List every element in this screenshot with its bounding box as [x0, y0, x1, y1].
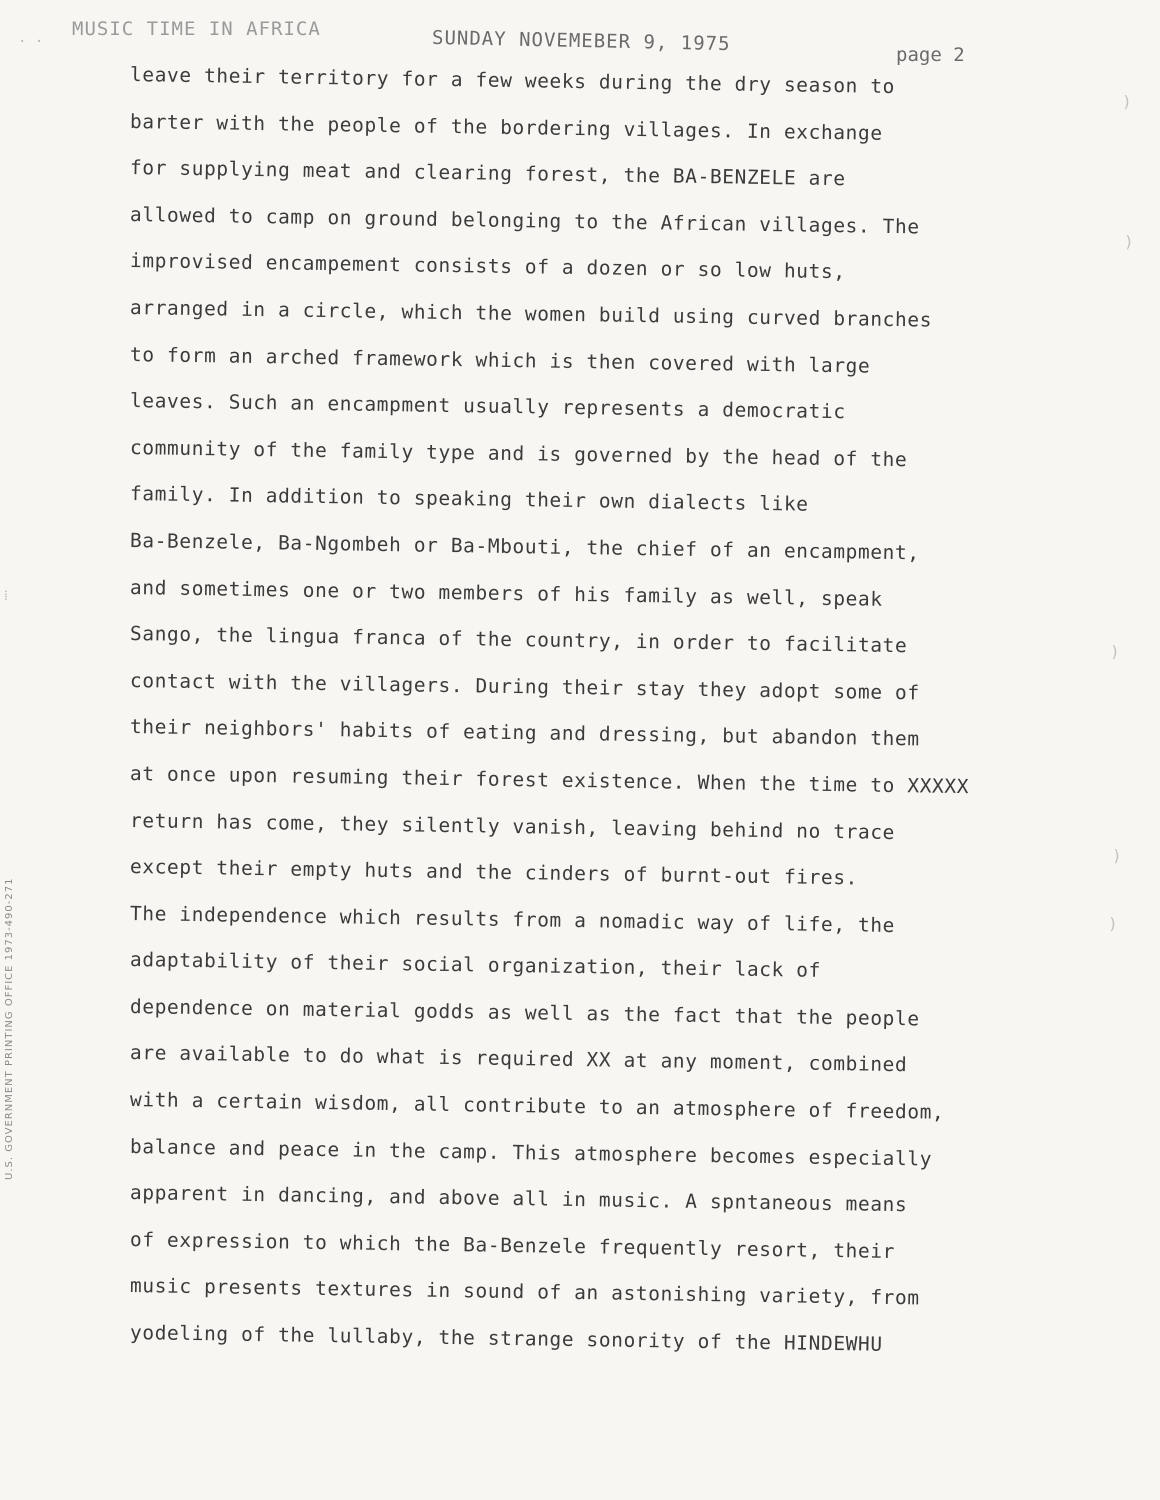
text-line: Ba-Benzele, Ba-Ngombeh or Ba-Mbouti, the chief of an encampment, [129, 528, 920, 565]
text-line: barter with the people of the bordering villages. In exchange [129, 109, 883, 145]
text-line: music presents textures in sound of an astonishing variety, from [129, 1274, 920, 1310]
text-line: and sometimes one or two members of his family as well, speak [129, 575, 883, 611]
broadcast-date: SUNDAY NOVEMEBER 9, 1975 [431, 26, 731, 56]
text-line: The independence which results from a nomadic way of life, the [129, 901, 896, 937]
text-line: yodeling of the lullaby, the strange sonority of the HINDEWHU [129, 1321, 883, 1356]
program-title: MUSIC TIME IN AFRICA [72, 18, 321, 40]
text-line: family. In addition to speaking their own dialects like [129, 482, 809, 517]
margin-smudge: ) [1108, 914, 1118, 933]
text-line: improvised encampement consists of a dozen or so low huts, [129, 249, 846, 284]
margin-smudge: ) [1112, 846, 1122, 865]
text-line: arranged in a circle, which the women build using curved branches [129, 295, 933, 332]
text-line: are available to do what is required XX at any moment, combined [129, 1041, 908, 1077]
text-line: adaptability of their social organization, their lack of [129, 948, 822, 983]
text-line: to form an arched framework which is then covered with large [129, 342, 871, 378]
text-line: balance and peace in the camp. This atmosphere becomes especially [129, 1134, 933, 1171]
text-line: with a certain wisdom, all contribute to an atmosphere of freedom, [129, 1088, 945, 1124]
text-line: Sango, the lingua franca of the country, in order to facilitate [129, 622, 908, 658]
text-line: apparent in dancing, and above all in music. A spntaneous means [129, 1181, 908, 1217]
text-line: at once upon resuming their forest existence. When the time to XXXXX [129, 761, 970, 799]
typed-body-text [130, 52, 1090, 1357]
text-line: allowed to camp on ground belonging to the African villages. The [129, 202, 920, 239]
text-line: for supplying meat and clearing forest, the BA-BENZELE are [129, 156, 846, 191]
printing-office-stamp: U.S. GOVERNMENT PRINTING OFFICE 1973-490-271 [4, 877, 15, 1180]
text-line: their neighbors' habits of eating and dressing, but abandon them [129, 715, 920, 751]
text-line: contact with the villagers. During their stay they adopt some of [129, 668, 920, 705]
text-line: return has come, they silently vanish, leaving behind no trace [129, 808, 896, 844]
text-line: leaves. Such an encampment usually represents a democratic [129, 389, 846, 424]
text-line: leave their territory for a few weeks during the dry season to [129, 63, 896, 99]
text-line: of expression to which the Ba-Benzele frequently resort, their [129, 1227, 896, 1263]
margin-smudge: ) [1124, 232, 1134, 251]
text-line: community of the family type and is governed by the head of the [129, 435, 908, 471]
text-line: dependence on material godds as well as the fact that the people [129, 994, 920, 1031]
text-line: except their empty huts and the cinders of burnt-out fires. [129, 855, 859, 890]
margin-smudge: ⁞ [4, 588, 8, 604]
margin-smudge: ) [1122, 92, 1132, 111]
margin-smudge: · · [18, 34, 44, 50]
page-number: page 2 [896, 44, 965, 66]
margin-smudge: ) [1110, 642, 1120, 661]
